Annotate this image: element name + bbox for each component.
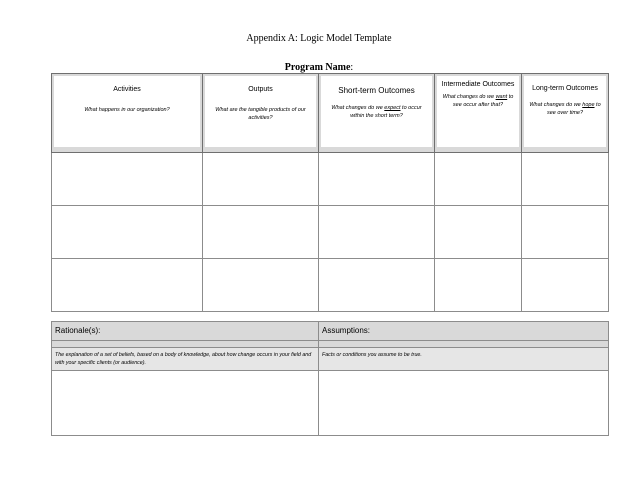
- short-term-title: Short-term Outcomes: [338, 86, 415, 95]
- assumptions-description-cell: [319, 348, 609, 371]
- outputs-cell[interactable]: [203, 206, 319, 259]
- short-term-cell[interactable]: [319, 259, 435, 312]
- assumptions-header: [319, 322, 609, 341]
- intermediate-title: Intermediate Outcomes: [441, 81, 515, 88]
- long-term-cell[interactable]: [522, 259, 609, 312]
- intermediate-cell[interactable]: [435, 259, 522, 312]
- page-title: Appendix A: Logic Model Template: [246, 33, 392, 44]
- short-term-description: What changes do we expect to occur within the short term?: [331, 105, 422, 119]
- header-outputs: [203, 74, 319, 153]
- activities-cell[interactable]: [52, 153, 203, 206]
- table-row: [52, 153, 609, 206]
- rationale-assumptions-table: [51, 321, 609, 436]
- table-row: [52, 206, 609, 259]
- table-row: [52, 259, 609, 312]
- outputs-title: Outputs: [248, 86, 273, 93]
- outputs-cell[interactable]: [203, 259, 319, 312]
- activities-description: What happens in our organization?: [84, 107, 170, 113]
- rationale-label: Rationale(s):: [55, 326, 101, 335]
- header-short-term-outcomes: [319, 74, 435, 153]
- rationale-description-cell: [52, 348, 319, 371]
- activities-cell[interactable]: [52, 206, 203, 259]
- intermediate-cell[interactable]: [435, 153, 522, 206]
- long-term-title: Long-term Outcomes: [532, 85, 598, 92]
- header-intermediate-outcomes: [435, 74, 522, 153]
- short-term-cell[interactable]: [319, 153, 435, 206]
- assumptions-label: Assumptions:: [322, 326, 371, 335]
- program-name-label: [0, 62, 638, 73]
- header-activities: [52, 74, 203, 153]
- program-name-text: Program Name: [284, 62, 351, 73]
- assumptions-description: Facts or conditions you assume to be true.: [322, 352, 422, 358]
- short-term-cell[interactable]: [319, 206, 435, 259]
- outputs-description: What are the tangible products of our activities?: [215, 107, 306, 121]
- outputs-cell[interactable]: [203, 153, 319, 206]
- rationale-input-cell[interactable]: [52, 371, 319, 436]
- assumptions-spacer: [319, 341, 609, 348]
- rationale-spacer: [52, 341, 319, 348]
- activities-title: Activities: [113, 86, 141, 93]
- intermediate-description: What changes do we want to see occur after that?: [442, 94, 514, 108]
- rationale-header: [52, 322, 319, 341]
- logic-model-table: [51, 73, 609, 312]
- header-long-term-outcomes: [522, 74, 609, 153]
- long-term-description: What changes do we hope to see over time?: [529, 102, 601, 116]
- activities-cell[interactable]: [52, 259, 203, 312]
- long-term-cell[interactable]: [522, 206, 609, 259]
- program-name-colon: :: [350, 62, 354, 73]
- rationale-description: The explanation of a set of beliefs, based on a body of knowledge, about how change occurs in your field and with your specific clients (or audience).: [55, 352, 312, 366]
- assumptions-input-cell[interactable]: [319, 371, 609, 436]
- long-term-cell[interactable]: [522, 153, 609, 206]
- intermediate-cell[interactable]: [435, 206, 522, 259]
